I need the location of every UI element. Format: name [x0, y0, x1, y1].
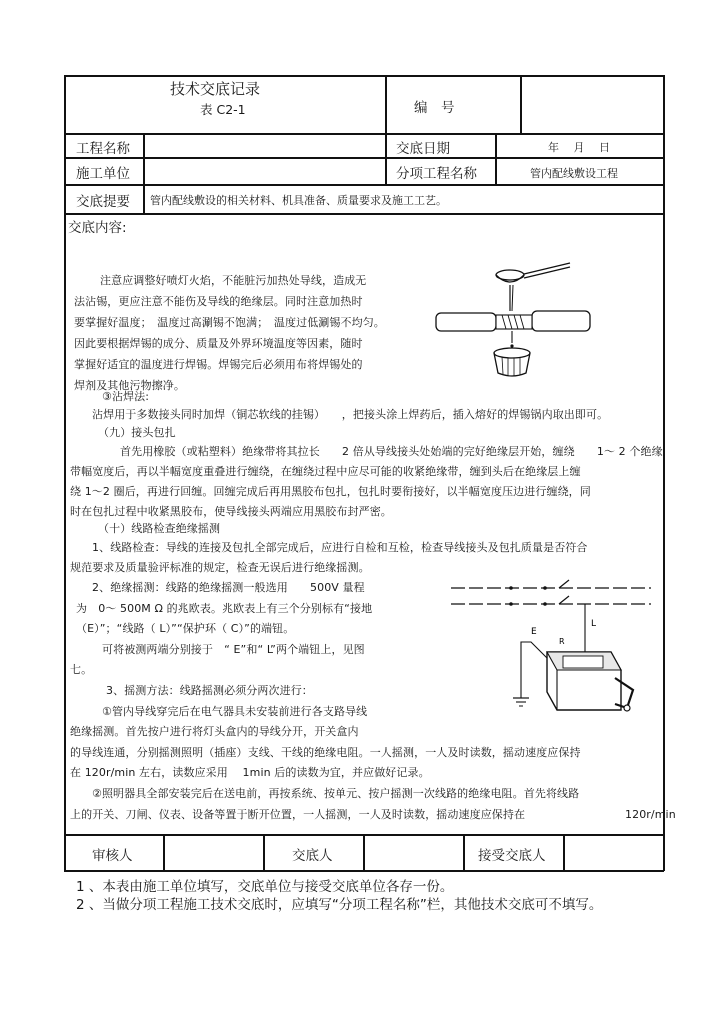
number-label: 编 号 [414, 100, 455, 116]
line-node [543, 602, 547, 606]
contractor-label: 施工单位 [76, 166, 130, 182]
solder-line: 因此要根据焊锡的成分、质量及外界环境温度等因素，随时 [74, 337, 363, 350]
project-name-label: 工程名称 [76, 141, 130, 157]
reviewer-label: 审核人 [92, 848, 133, 864]
switch-blade [559, 596, 569, 604]
joint-wrap-title: （九）接头包扎 [98, 426, 176, 439]
joint-wrap-line: 首先用橡胶（或粘塑料）绝缘带将其拉长 2 倍从导线接头处始端的完好绝缘层开始，缠绕 1～ 2 个绝缘 [120, 445, 663, 458]
insulation-line: 在 120r/min 左右，读数应采用 1min 后的读数为宜，并应做好记录。 [70, 766, 430, 780]
dip-solder-text: 沾焊用于多数接头同时加焊（铜芯软线的挂锡） ，把接头涂上焊药后，插入熔好的焊锡锅内取出即可。 [92, 408, 609, 421]
insulation-line: 为 0～ 500M Ω 的兆欧表。兆欧表上有三个分别标有“接地 [76, 601, 373, 615]
rule-row1 [64, 157, 664, 159]
rule-label-col [143, 133, 145, 213]
meter-crank-knob [624, 705, 630, 711]
form-title: 技术交底记录 [170, 80, 261, 98]
insulation-line: 3、摇测方法：线路摇测必须分两次进行： [106, 683, 313, 697]
rule-header-bottom [64, 133, 664, 135]
note-1: 1 、本表由施工单位填写，交底单位与接受交底单位各存一份。 [76, 879, 454, 895]
line-node [543, 586, 547, 590]
discloser-label: 交底人 [292, 848, 333, 864]
joint-wrap-paragraph [70, 442, 663, 522]
line-check-line: 1、线路检查：导线的连接及包扎全部完成后，应进行自检和互检，检查导线接头及包扎质量是否符合 [92, 541, 588, 554]
insulation-line: 的导线连通，分别摇测照明（插座）支线、干线的绝缘电阻。一人摇测，一人及时读数，摇动速度应保持 [70, 745, 581, 759]
rule-mid-col-b [495, 133, 497, 184]
rule-row3 [64, 213, 664, 215]
label-l: L [591, 619, 597, 629]
solder-drop [510, 344, 513, 347]
cup-rib [502, 357, 503, 374]
catch-cup-rim [494, 348, 530, 358]
joint-wrap-line: 绕 1～2 圈后，再进行回缠。回缠完成后再用黑胶布包扎，包扎时要衔接好，以半幅宽度压边进行缠绕，同 [70, 485, 591, 498]
sub-project-value[interactable]: 管内配线敷设工程 [530, 167, 618, 180]
receiver-label: 接受交底人 [478, 848, 546, 864]
solder-line: 要掌握好温度； 温度过高涮锡不饱满； 温度过低涮锡不均匀。 [74, 316, 385, 329]
insulation-line: 七。 [70, 663, 93, 677]
rule-bottom [64, 870, 664, 872]
line-node [509, 586, 513, 590]
note-2: 2 、当做分项工程施工技术交底时，应填写“分项工程名称”栏，其他技术交底可不填写。 [76, 897, 603, 913]
form-number-code: 表 C2-1 [200, 102, 246, 117]
summary-label: 交底提要 [76, 194, 130, 210]
insulation-line: 上的开关、刀闸、仪表、设备等置于断开位置，一人摇测，一人及时读数，摇动速度应保持在 120r/min [70, 807, 676, 821]
rule-sign-2 [263, 834, 265, 870]
rule-header-split [385, 75, 387, 133]
label-r: R [559, 637, 565, 646]
joint-wrap-line: 时在包扎过程中收紧黑胶布，使导线接头两端应用黑胶布封严密。 [70, 505, 392, 518]
insulation-line: ②照明器具全部安装完后在送电前，再按系统、按单元、按户摇测一次线路的绝缘电阻。首先将线路 [92, 786, 580, 800]
rule-row2 [64, 184, 664, 186]
rule-sign-4 [463, 834, 465, 870]
date-value[interactable]: 年 月 日 [548, 141, 610, 154]
rule-number-split [520, 75, 522, 133]
date-label: 交底日期 [396, 141, 450, 157]
line-check-paragraph [70, 538, 588, 578]
line-check-line: 规范要求及质量验评标准的规定，检查无误后进行绝缘摇测。 [70, 561, 370, 574]
insulation-line: ①管内导线穿完后在电气器具未安装前进行各支路导线 [102, 704, 368, 718]
megohmmeter-figure [447, 578, 657, 724]
solder-line: 掌握好适宜的温度进行焊锡。焊锡完后必须用布将焊锡处的 [74, 358, 363, 371]
solder-line: 焊剂及其他污物擦净。 [74, 379, 185, 392]
solder-pot-figure [420, 255, 598, 383]
dip-solder-title: ③沾焊法: [102, 390, 150, 403]
sub-project-label: 分项工程名称 [396, 166, 477, 182]
insulation-line: （E）”；“线路（ L）”“保护环（ C）”的端钮。 [76, 622, 295, 636]
rule-mid-col-a [385, 133, 387, 184]
solder-stream-2 [512, 285, 513, 311]
solder-line: 法沾锡，更应注意不能伤及导线的绝缘层。同时注意加热时 [74, 295, 363, 308]
wire-joint [496, 315, 532, 329]
line-node [509, 602, 513, 606]
wire-left [436, 313, 496, 331]
meter-dial [563, 656, 603, 668]
content-label: 交底内容: [68, 220, 127, 236]
joint-wrap-line: 带幅宽度后，再以半幅宽度重叠进行缠绕，在缠绕过程中应尽可能的收紧绝缘带，缠到头后在绝缘层上缠 [70, 465, 581, 478]
insulation-line: 绝缘摇测。首先按户进行将灯头盒内的导线分开，开关盒内 [70, 725, 359, 739]
insulation-test-title: （十）线路检查绝缘摇测 [98, 522, 221, 535]
rule-sign-5 [563, 834, 565, 870]
rule-sign-3 [363, 834, 365, 870]
rule-top [64, 75, 664, 77]
summary-value: 管内配线敷设的相关材料、机具准备、质量要求及施工工艺。 [150, 194, 447, 207]
rule-left [64, 75, 66, 871]
insulation-line: 2、绝缘摇测：线路的绝缘摇测一般选用 500V 量程 [92, 581, 365, 594]
switch-blade [559, 580, 569, 588]
solder-paragraph [74, 270, 385, 396]
solder-line: 注意应调整好喷灯火焰，不能脏污加热处导线，造成无 [100, 274, 367, 287]
rule-sign-1 [163, 834, 165, 870]
insulation-line: 可将被测两端分别接于 “ E”和“ L”两个端钮上，见图 [102, 642, 365, 656]
label-e: E [531, 627, 537, 637]
solder-pot-bowl [496, 275, 524, 282]
wire-right [532, 311, 590, 331]
